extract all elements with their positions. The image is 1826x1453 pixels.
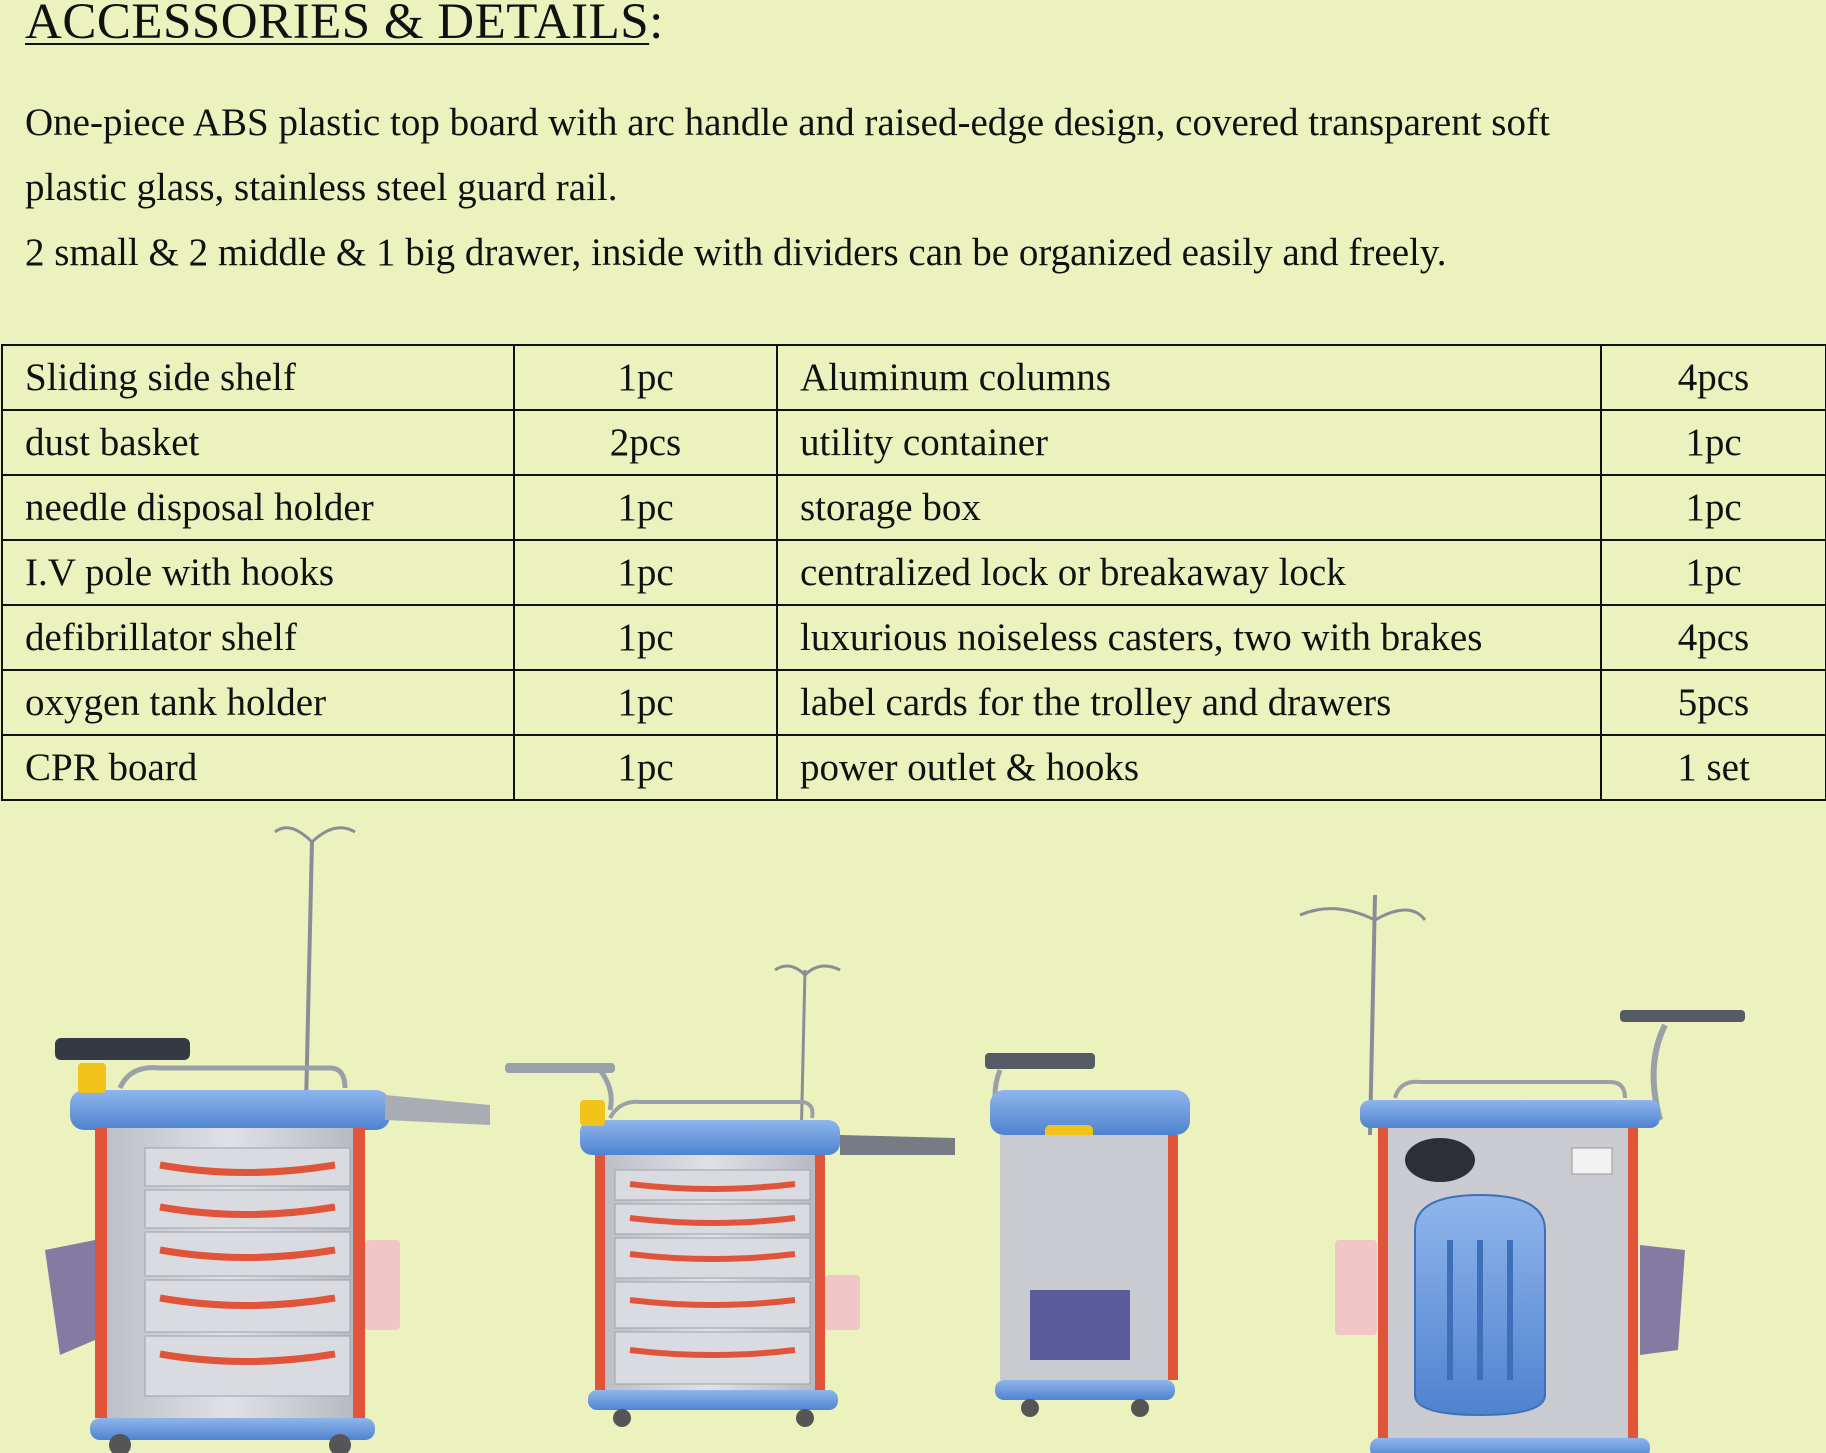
item-name-cell: luxurious noiseless casters, two with brakes	[777, 605, 1601, 670]
item-qty-cell: 1pc	[1601, 475, 1826, 540]
trolley-angled-view	[505, 966, 955, 1427]
table-row	[2, 475, 1826, 540]
item-qty-cell: 1pc	[514, 475, 777, 540]
table-row	[2, 735, 1826, 800]
item-name-cell: dust basket	[2, 410, 514, 475]
trolley-front-view	[45, 828, 490, 1453]
item-name-cell: label cards for the trolley and drawers	[777, 670, 1601, 735]
item-name-cell: Sliding side shelf	[2, 345, 514, 410]
item-name-cell: utility container	[777, 410, 1601, 475]
heading-title: ACCESSORIES & DETAILS	[25, 0, 650, 50]
item-name-cell: power outlet & hooks	[777, 735, 1601, 800]
intro-line-1: One-piece ABS plastic top board with arc handle and raised-edge design, covered transparent soft	[25, 101, 1550, 144]
item-qty-cell: 1pc	[514, 670, 777, 735]
item-name-cell: CPR board	[2, 735, 514, 800]
intro-text	[25, 90, 1815, 285]
item-qty-cell: 1pc	[514, 345, 777, 410]
item-qty-cell: 1 set	[1601, 735, 1826, 800]
item-name-cell: I.V pole with hooks	[2, 540, 514, 605]
item-name-cell: storage box	[777, 475, 1601, 540]
item-qty-cell: 1pc	[514, 735, 777, 800]
table-row	[2, 410, 1826, 475]
page-heading	[25, 0, 664, 52]
item-name-cell: needle disposal holder	[2, 475, 514, 540]
item-qty-cell: 4pcs	[1601, 605, 1826, 670]
item-name-cell: defibrillator shelf	[2, 605, 514, 670]
accessories-table	[1, 344, 1826, 801]
item-qty-cell: 4pcs	[1601, 345, 1826, 410]
item-qty-cell: 1pc	[1601, 410, 1826, 475]
trolley-illustrations	[0, 820, 1826, 1453]
trolley-photos	[0, 820, 1826, 1453]
item-name-cell: Aluminum columns	[777, 345, 1601, 410]
item-qty-cell: 2pcs	[514, 410, 777, 475]
heading-colon: :	[649, 0, 664, 50]
trolley-side-view	[985, 1053, 1190, 1417]
table-row	[2, 670, 1826, 735]
item-qty-cell: 1pc	[1601, 540, 1826, 605]
table-row	[2, 605, 1826, 670]
item-name-cell: centralized lock or breakaway lock	[777, 540, 1601, 605]
item-qty-cell: 1pc	[514, 605, 777, 670]
table-row	[2, 540, 1826, 605]
table-row	[2, 345, 1826, 410]
item-qty-cell: 5pcs	[1601, 670, 1826, 735]
item-qty-cell: 1pc	[514, 540, 777, 605]
intro-line-2: plastic glass, stainless steel guard rail.	[25, 166, 618, 209]
trolley-back-view	[1300, 895, 1745, 1453]
intro-line-3: 2 small & 2 middle & 1 big drawer, inside with dividers can be organized easily and freely.	[25, 231, 1447, 274]
item-name-cell: oxygen tank holder	[2, 670, 514, 735]
